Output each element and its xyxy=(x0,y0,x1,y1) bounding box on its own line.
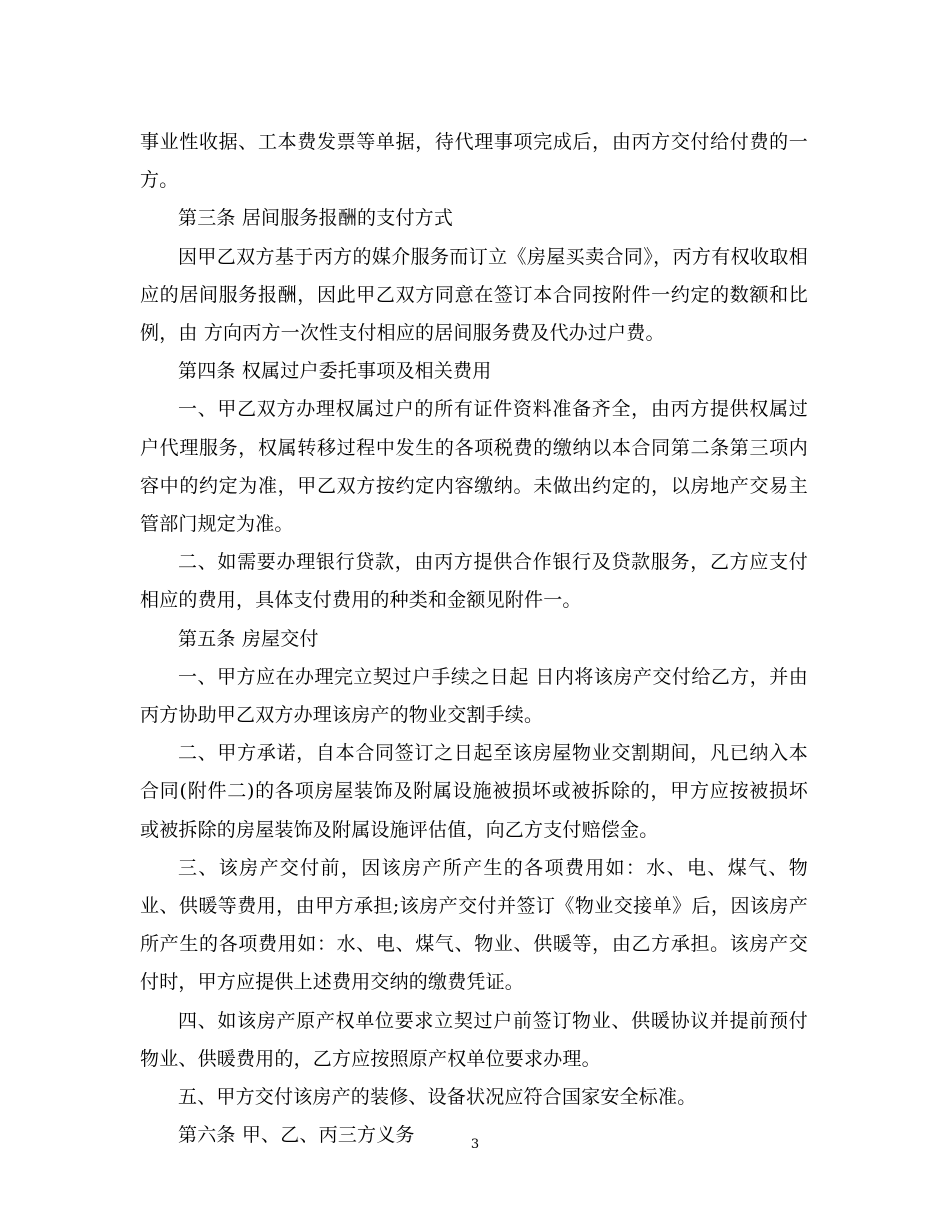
article-4-heading: 第四条 权属过户委托事项及相关费用 xyxy=(178,360,492,383)
article-5-clause-2: 二、甲方承诺，自本合同签订之日起至该房屋物业交割期间，凡已纳入本合同(附件二)的各项房屋装饰及附属设施被损坏或被拆除的，甲方应按被损坏或被拆除的房屋装饰及附属设施评估值，向乙方支付赔偿金。 xyxy=(140,742,808,841)
article-5-clause-5: 五、甲方交付该房产的装修、设备状况应符合国家安全标准。 xyxy=(178,1086,697,1109)
article-5-clause-1: 一、甲方应在办理完立契过户手续之日起 日内将该房产交付给乙方，并由丙方协助甲乙双方办理该房产的物业交割手续。 xyxy=(140,665,808,727)
page-number: 3 xyxy=(470,1137,480,1152)
paragraph-continued-receipts: 事业性收据、工本费发票等单据，待代理事项完成后，由丙方交付给付费的一方。 xyxy=(140,131,808,192)
document-body xyxy=(140,123,808,1154)
article-4-clause-1: 一、甲乙双方办理权属过户的所有证件资料准备齐全，由丙方提供权属过户代理服务，权属转移过程中发生的各项税费的缴纳以本合同第二条第三项内容中的约定为准，甲乙双方按约定内容缴纳。未做出约定的，以房地产交易主管部门规定为准。 xyxy=(140,398,808,536)
article-5-heading: 第五条 房屋交付 xyxy=(178,627,319,650)
article-5-clause-4: 四、如该房产原产权单位要求立契过户前签订物业、供暖协议并提前预付物业、供暖费用的，乙方应按照原产权单位要求办理。 xyxy=(140,1009,808,1070)
article-6-heading: 第六条 甲、乙、丙三方义务 xyxy=(178,1124,415,1147)
article-3-paragraph: 因甲乙双方基于丙方的媒介服务而订立《房屋买卖合同》，丙方有权收取相应的居间服务报酬，因此甲乙双方同意在签订本合同按附件一约定的数额和比例，由 方向丙方一次性支付相应的居间服务费及代办过户费。 xyxy=(140,245,808,345)
article-5-clause-3: 三、该房产交付前，因该房产所产生的各项费用如：水、电、煤气、物业、供暖等费用，由甲方承担;该房产交付并签订《物业交接单》后，因该房产所产生的各项费用如：水、电、煤气、物业、供暖等，由乙方承担。该房产交付时，甲方应提供上述费用交纳的缴费凭证。 xyxy=(140,856,808,994)
article-4-clause-2: 二、如需要办理银行贷款，由丙方提供合作银行及贷款服务，乙方应支付相应的费用，具体支付费用的种类和金额见附件一。 xyxy=(140,551,808,612)
article-3-heading: 第三条 居间服务报酬的支付方式 xyxy=(178,207,454,230)
